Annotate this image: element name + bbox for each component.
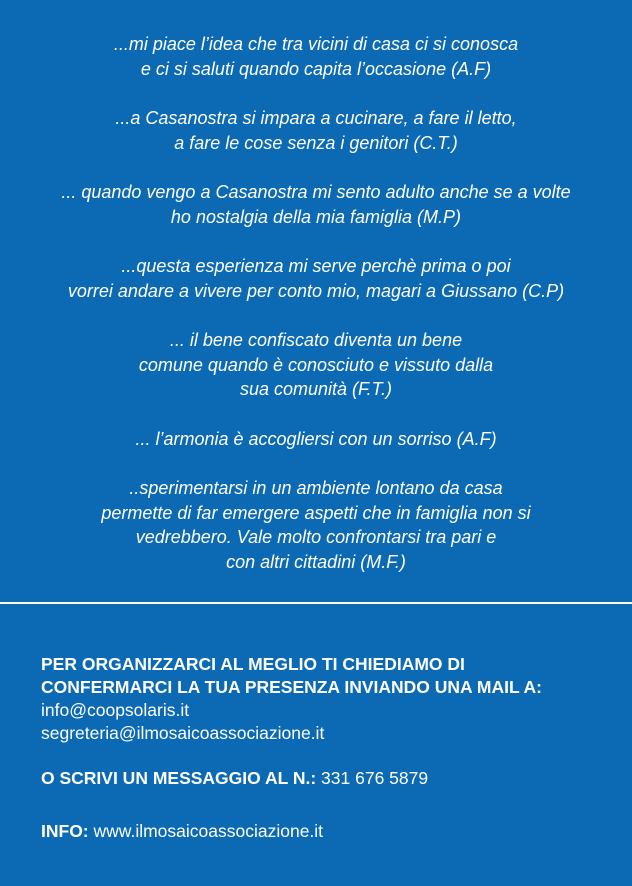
email-link-primary[interactable]: info@coopsolaris.it <box>41 700 190 720</box>
quote-line: sua comunità (F.T.) <box>239 379 393 399</box>
quote-line: vedrebbero. Vale molto confrontarsi tra pari e <box>135 527 497 547</box>
quote-line: vorrei andare a vivere per conto mio, magari a Giussano (C.P) <box>67 280 565 301</box>
spacer <box>41 745 621 767</box>
quote-line: a fare le cose senza i genitori (C.T.) <box>174 132 458 153</box>
phone-number[interactable]: 331 676 5879 <box>321 768 429 788</box>
quote <box>0 328 632 402</box>
website-link[interactable]: www.ilmosaicoassociazione.it <box>93 821 324 841</box>
email-link-secondary[interactable]: segreteria@ilmosaicoassociazione.it <box>41 723 325 743</box>
phone-row <box>41 767 621 790</box>
info-label: INFO: <box>41 821 89 841</box>
quote <box>0 180 632 229</box>
quote <box>0 427 632 452</box>
quote-line: con altri cittadini (M.F.) <box>226 551 406 572</box>
quote <box>0 32 632 81</box>
contact-section <box>41 653 621 843</box>
quote-line: e ci si saluti quando capita l’occasione (A.F) <box>140 58 492 79</box>
phone-label: O SCRIVI UN MESSAGGIO AL N.: <box>41 768 317 788</box>
quote <box>0 254 632 303</box>
quote-line: ...mi piace l’idea che tra vicini di casa ci si conosca <box>113 34 519 54</box>
testimonials-section <box>0 32 632 599</box>
contact-heading-line: PER ORGANIZZARCI AL MEGLIO TI CHIEDIAMO DI <box>41 654 465 674</box>
quote <box>0 106 632 155</box>
quote <box>0 476 632 574</box>
spacer <box>41 790 621 820</box>
quote-line: ... quando vengo a Casanostra mi sento adulto anche se a volte <box>61 182 571 202</box>
section-divider <box>0 602 632 604</box>
quote-line: ..sperimentarsi in un ambiente lontano da casa <box>129 478 503 498</box>
quote-line: ho nostalgia della mia famiglia (M.P) <box>170 206 462 227</box>
quote-line: ... l’armonia è accogliersi con un sorriso (A.F) <box>135 428 497 449</box>
quote-line: ...questa esperienza mi serve perchè prima o poi <box>121 256 511 276</box>
quote-line: comune quando è conosciuto e vissuto dalla <box>138 354 494 375</box>
quote-line: permette di far emergere aspetti che in famiglia non si <box>101 502 531 523</box>
quote-line: ... il bene confiscato diventa un bene <box>169 330 463 350</box>
quote-line: ...a Casanostra si impara a cucinare, a fare il letto, <box>115 108 517 128</box>
contact-heading-line: CONFERMARCI LA TUA PRESENZA INVIANDO UNA MAIL A: <box>41 677 543 697</box>
info-row <box>41 820 621 843</box>
